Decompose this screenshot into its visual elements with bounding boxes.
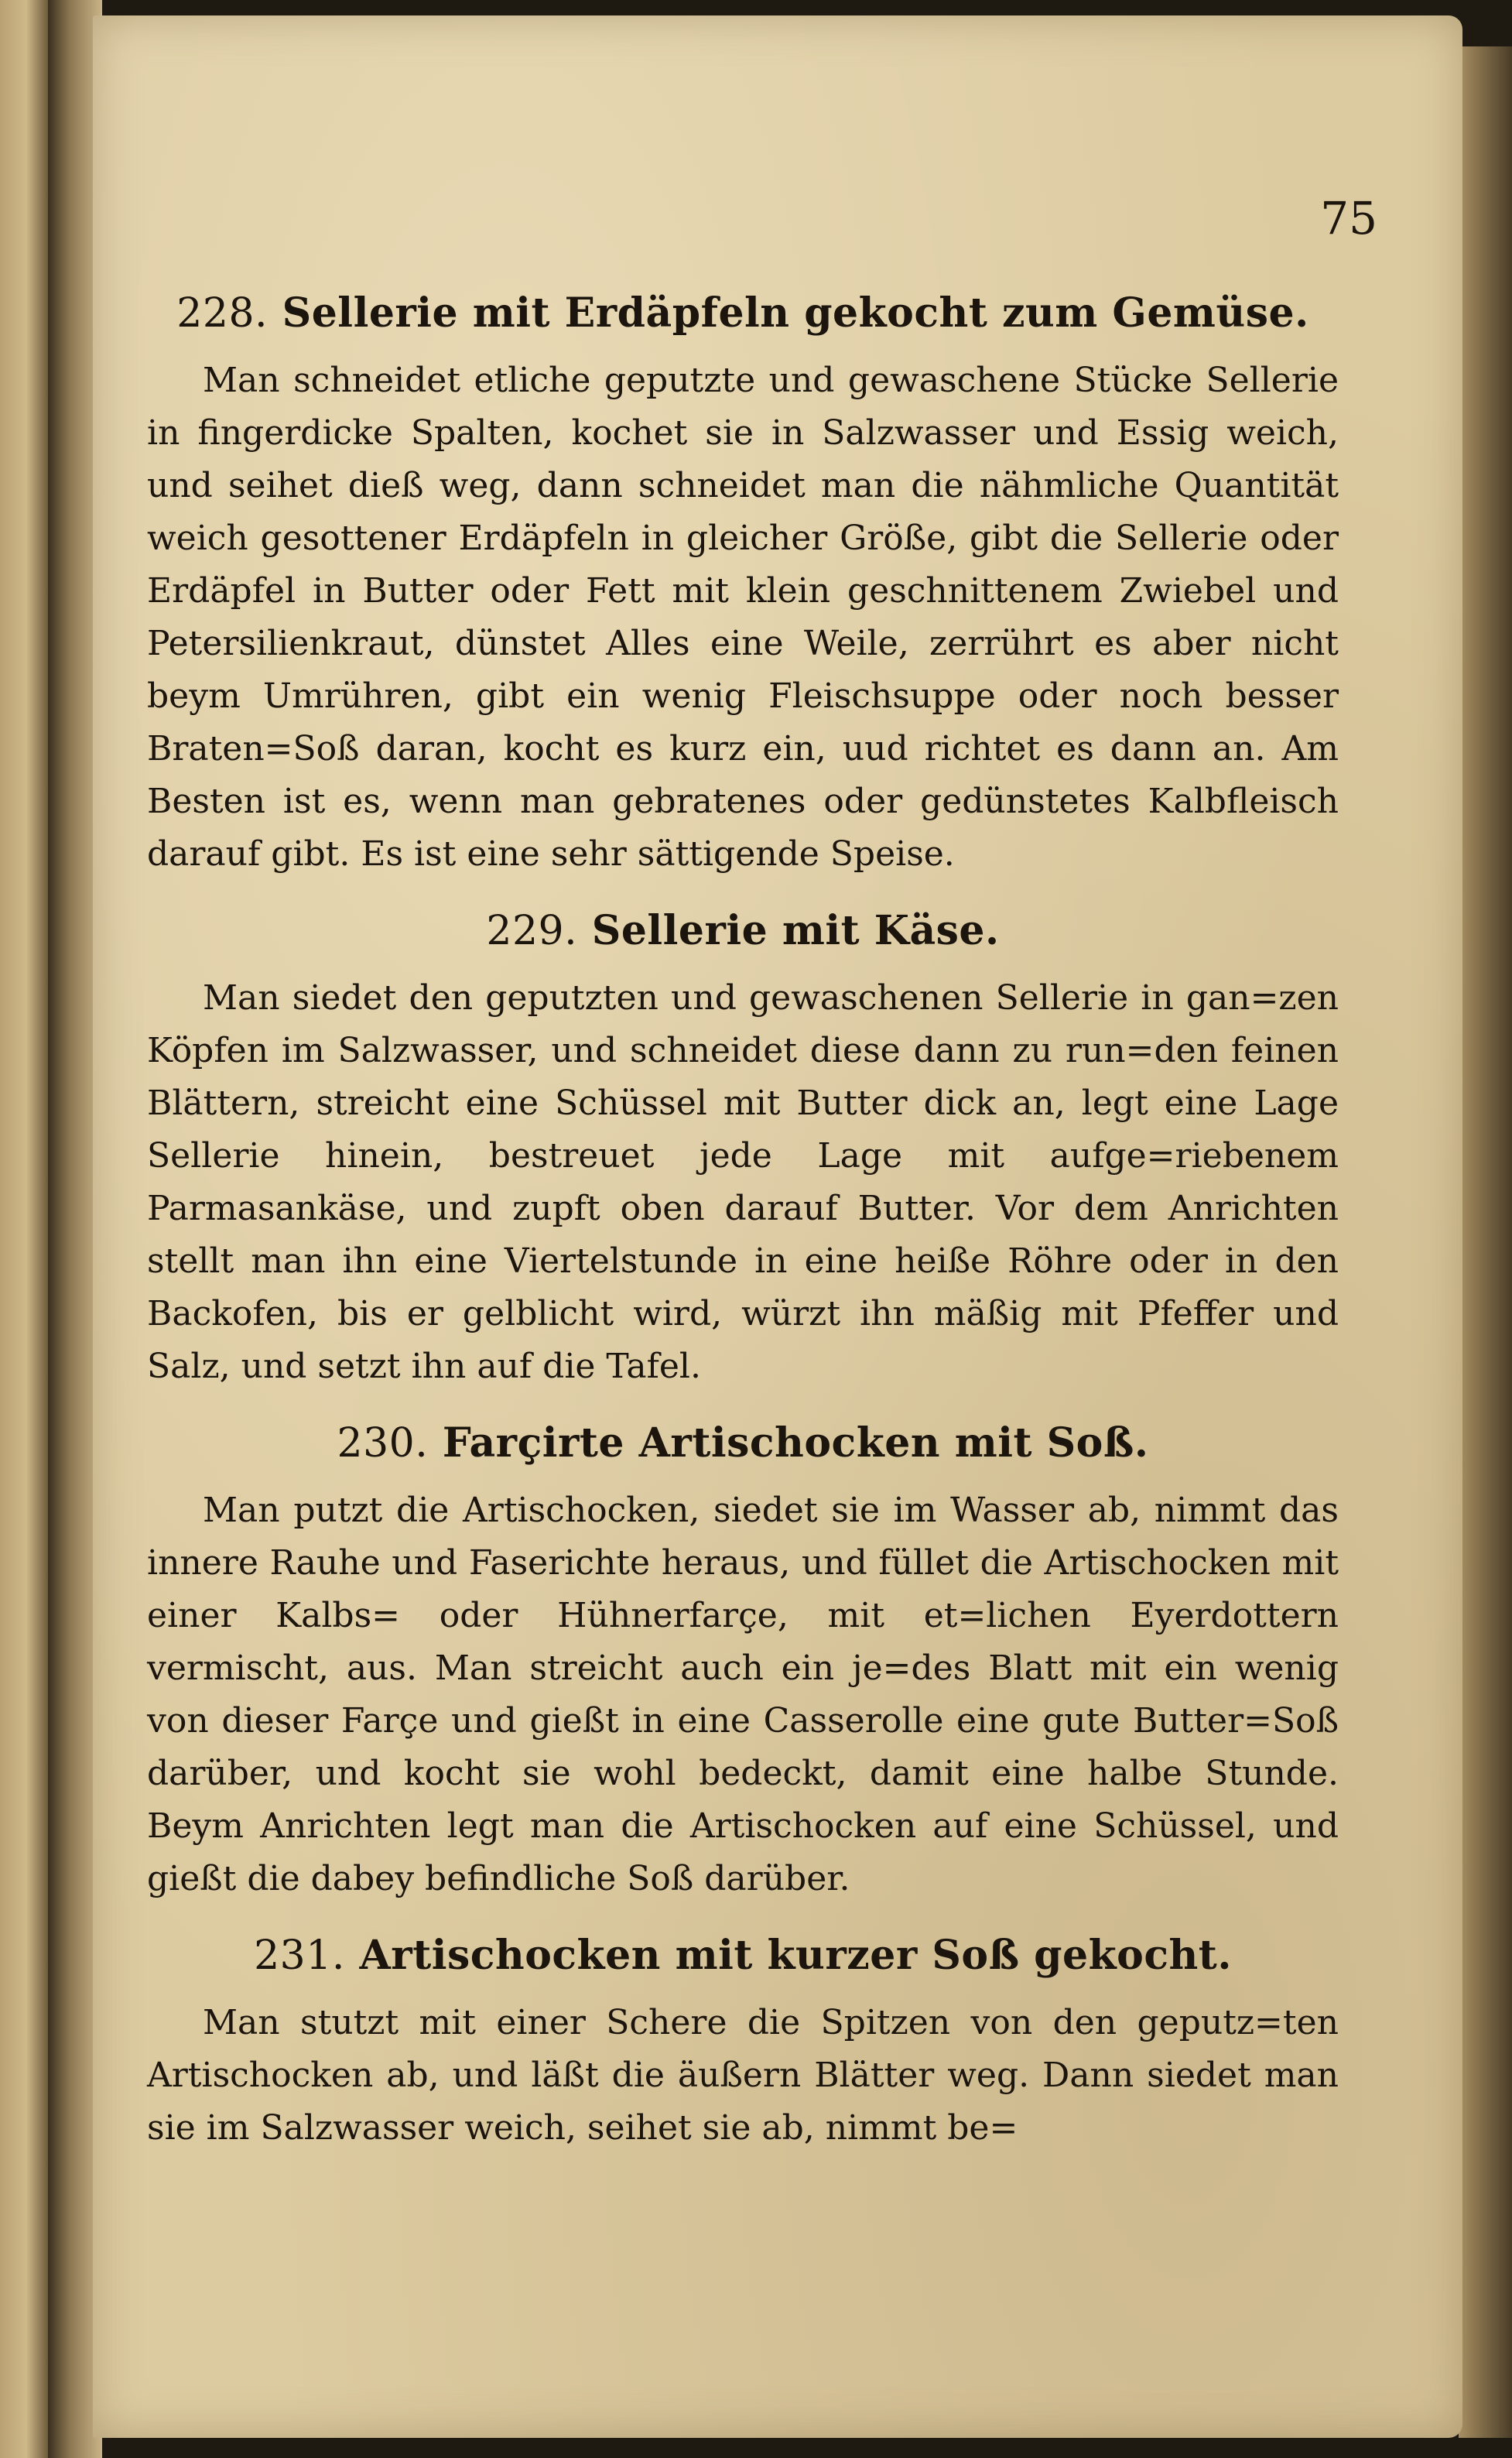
page-edge-right — [1459, 46, 1512, 2438]
recipe-text: Man putzt die Artischocken, siedet sie im Wasser ab, nimmt das innere Rauhe und Faserichte heraus, und füllet die Artischocken mit einer Kalbs= oder Hühnerfarçe, mit et=lichen Eyerdottern vermischt, aus. Man streicht auch ein je=des Blatt mit ein wenig von dieser Farçe und gießt in eine Casserolle eine gute Butter=Soß darüber, und kocht sie wohl bedeckt, damit eine halbe Stunde. Beym Anrichten legt man die Artischocken auf eine Schüssel, und gießt die dabey befindliche Soß darüber. — [147, 1491, 1339, 1898]
recipe-heading — [147, 904, 1339, 958]
page-number: 75 — [1320, 192, 1377, 245]
recipe-number: 230. — [337, 1420, 429, 1467]
previous-page-edge — [0, 0, 48, 2458]
recipe-heading — [147, 1929, 1339, 1983]
recipe-229 — [147, 904, 1339, 1393]
recipe-text: Man stutzt mit einer Schere die Spitzen von den geputz=ten Artischocken ab, und läßt die äußern Blätter weg. Dann siedet man sie im Salzwasser weich, seihet sie ab, nimmt be= — [147, 2003, 1339, 2148]
recipe-title: Sellerie mit Käse. — [591, 907, 1000, 954]
recipe-heading — [147, 1416, 1339, 1470]
recipe-heading — [147, 286, 1339, 341]
recipe-number: 229. — [486, 908, 578, 954]
recipe-number: 228. — [176, 290, 269, 337]
book-page — [93, 15, 1462, 2438]
recipe-230 — [147, 1416, 1339, 1905]
recipe-title: Farçirte Artischocken mit Soß. — [442, 1419, 1149, 1467]
page-content — [147, 286, 1339, 2178]
recipe-number: 231. — [254, 1933, 345, 1979]
recipe-231 — [147, 1929, 1339, 2155]
recipe-text: Man schneidet etliche geputzte und gewaschene Stücke Sellerie in fingerdicke Spalten, kochet sie in Salzwasser und Essig weich, und seihet dieß weg, dann schneidet man die nähmliche Quantität weich gesottener Erdäpfeln in gleicher Größe, gibt die Sellerie oder Erdäpfel in Butter oder Fett mit klein geschnittenem Zwiebel und Petersilienkraut, dünstet Alles eine Weile, zerrührt es aber nicht beym Umrühren, gibt ein wenig Fleischsuppe oder noch besser Braten=Soß daran, kocht es kurz ein, uud richtet es dann an. Am Besten ist es, wenn man gebratenes oder gedünstetes Kalbfleisch darauf gibt. Es ist eine sehr sättigende Speise. — [147, 361, 1339, 874]
recipe-text: Man siedet den geputzten und gewaschenen Sellerie in gan=zen Köpfen im Salzwasser, und schneidet diese dann zu run=den feinen Blättern, streicht eine Schüssel mit Butter dick an, legt eine Lage Sellerie hinein, bestreuet jede Lage mit aufge=riebenem Parmasankäse, und zupft oben darauf Butter. Vor dem Anrichten stellt man ihn eine Viertelstunde in eine heiße Röhre oder in den Backofen, bis er gelblicht wird, würzt ihn mäßig mit Pfeffer und Salz, und setzt ihn auf die Tafel. — [147, 978, 1339, 1386]
recipe-228 — [147, 286, 1339, 881]
recipe-title: Artischocken mit kurzer Soß gekocht. — [359, 1932, 1232, 1979]
recipe-title: Sellerie mit Erdäpfeln gekocht zum Gemüse. — [282, 289, 1309, 337]
